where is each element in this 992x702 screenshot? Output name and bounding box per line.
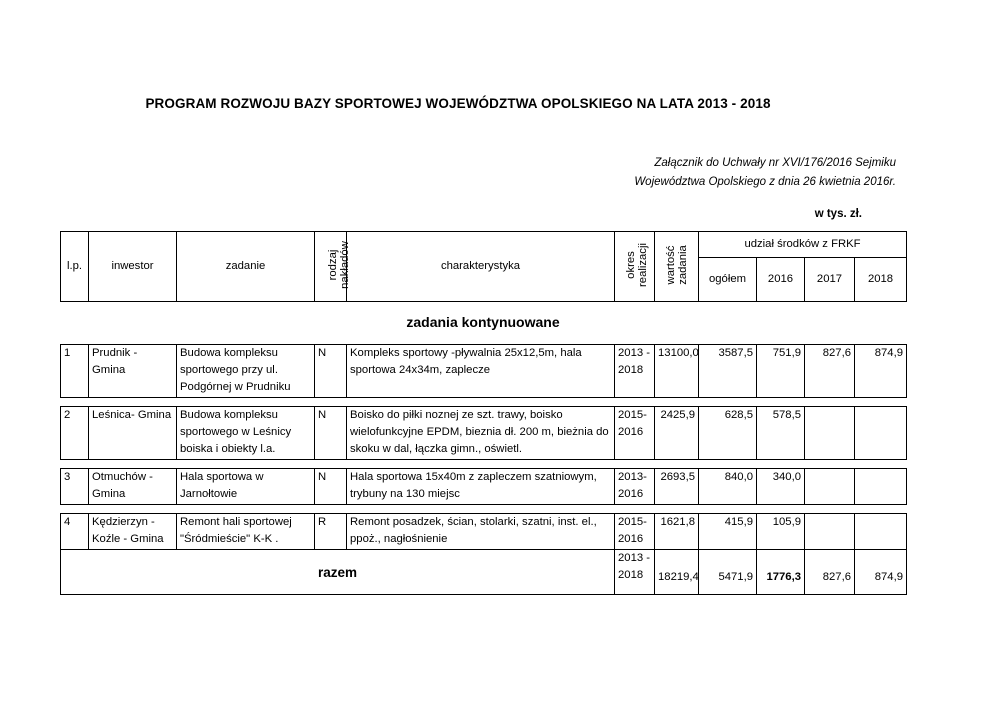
header-description: charakterystyka (347, 232, 615, 302)
row-value: 2693,5 (655, 469, 699, 505)
row-task: Budowa kompleksu sportowego w Leśnicy boiska i obiekty l.a. (177, 407, 315, 460)
header-value (655, 232, 699, 302)
header-value-line1: wartość (664, 245, 677, 285)
row-task: Hala sportowa w Jarnołtowie (177, 469, 315, 505)
unit-label: w tys. zł. (814, 208, 862, 220)
annex-line-2: Województwa Opolskiego z dnia 26 kwietnia 2016r. (634, 176, 896, 188)
header-investor: inwestor (89, 232, 177, 302)
row-task: Remont hali sportowej "Śródmieście" K-K . (177, 514, 315, 550)
summary-row (61, 550, 907, 595)
header-2018: 2018 (855, 258, 907, 302)
section-title: zadania kontynuowane (406, 314, 560, 330)
header-lp: l.p. (61, 232, 89, 302)
row-2016: 340,0 (757, 469, 805, 505)
row-2018 (855, 469, 907, 505)
row-lp: 1 (61, 345, 89, 398)
row-total: 415,9 (699, 514, 757, 550)
table-row (61, 407, 907, 460)
table-row (61, 514, 907, 550)
summary-value: 18219,4 (655, 550, 699, 595)
row-value: 1621,8 (655, 514, 699, 550)
row-period: 2013 - 2018 (615, 345, 655, 398)
header-period-line1: okres (624, 251, 637, 279)
header-task: zadanie (177, 232, 315, 302)
header-2017: 2017 (805, 258, 855, 302)
header-frkf-group: udział środków z FRKF (699, 232, 907, 258)
summary-period: 2013 - 2018 (615, 550, 655, 595)
row-type: N (315, 345, 347, 398)
row-description: Hala sportowa 15x40m z zapleczem szatniowym, trybuny na 130 miejsc (347, 469, 615, 505)
annex-line-1: Załącznik do Uchwały nr XVI/176/2016 Sejmiku (654, 157, 896, 169)
row-period: 2015- 2016 (615, 514, 655, 550)
table-row (61, 345, 907, 398)
page-title: PROGRAM ROZWOJU BAZY SPORTOWEJ WOJEWÓDZTWA OPOLSKIEGO NA LATA 2013 - 2018 (145, 96, 771, 111)
row-value: 2425,9 (655, 407, 699, 460)
row-total: 840,0 (699, 469, 757, 505)
row-2016: 751,9 (757, 345, 805, 398)
summary-label: razem (61, 550, 615, 595)
row-type: N (315, 407, 347, 460)
header-value-line2: zadania (676, 245, 689, 285)
row-2017: 827,6 (805, 345, 855, 398)
row-type: R (315, 514, 347, 550)
row-lp: 3 (61, 469, 89, 505)
header-2016: 2016 (757, 258, 805, 302)
summary-total: 5471,9 (699, 550, 757, 595)
row-2018: 874,9 (855, 345, 907, 398)
row-2017 (805, 469, 855, 505)
row-investor: Otmuchów - Gmina (89, 469, 177, 505)
row-2017 (805, 514, 855, 550)
data-table (60, 344, 907, 595)
row-description: Kompleks sportowy -pływalnia 25x12,5m, hala sportowa 24x34m, zaplecze (347, 345, 615, 398)
row-2017 (805, 407, 855, 460)
summary-2017: 827,6 (805, 550, 855, 595)
row-2016: 578,5 (757, 407, 805, 460)
row-lp: 4 (61, 514, 89, 550)
row-2016: 105,9 (757, 514, 805, 550)
row-investor: Leśnica- Gmina (89, 407, 177, 460)
row-value: 13100,0 (655, 345, 699, 398)
row-description: Remont posadzek, ścian, stolarki, szatni, inst. el., ppoż., nagłośnienie (347, 514, 615, 550)
row-lp: 2 (61, 407, 89, 460)
header-period-line2: realizacji (636, 243, 649, 287)
header-total: ogółem (699, 258, 757, 302)
header-table (60, 231, 907, 302)
header-type-line1: rodzaj (326, 249, 339, 281)
annex-note (634, 154, 896, 192)
row-period: 2015- 2016 (615, 407, 655, 460)
row-investor: Kędzierzyn - Koźle - Gmina (89, 514, 177, 550)
table-row (61, 469, 907, 505)
summary-2018: 874,9 (855, 550, 907, 595)
header-type-line2: nakładów (338, 241, 351, 289)
row-period: 2013- 2016 (615, 469, 655, 505)
row-type: N (315, 469, 347, 505)
row-investor: Prudnik - Gmina (89, 345, 177, 398)
row-total: 628,5 (699, 407, 757, 460)
header-type (315, 232, 351, 302)
row-2018 (855, 407, 907, 460)
row-total: 3587,5 (699, 345, 757, 398)
header-period (615, 232, 655, 302)
summary-2016: 1776,3 (757, 550, 805, 595)
row-task: Budowa kompleksu sportowego przy ul. Podgórnej w Prudniku (177, 345, 315, 398)
row-2018 (855, 514, 907, 550)
row-description: Boisko do piłki noznej ze szt. trawy, boisko wielofunkcyjne EPDM, bieznia dł. 200 m, bieżnia do skoku w dal, łączka gimn., oświetl. (347, 407, 615, 460)
